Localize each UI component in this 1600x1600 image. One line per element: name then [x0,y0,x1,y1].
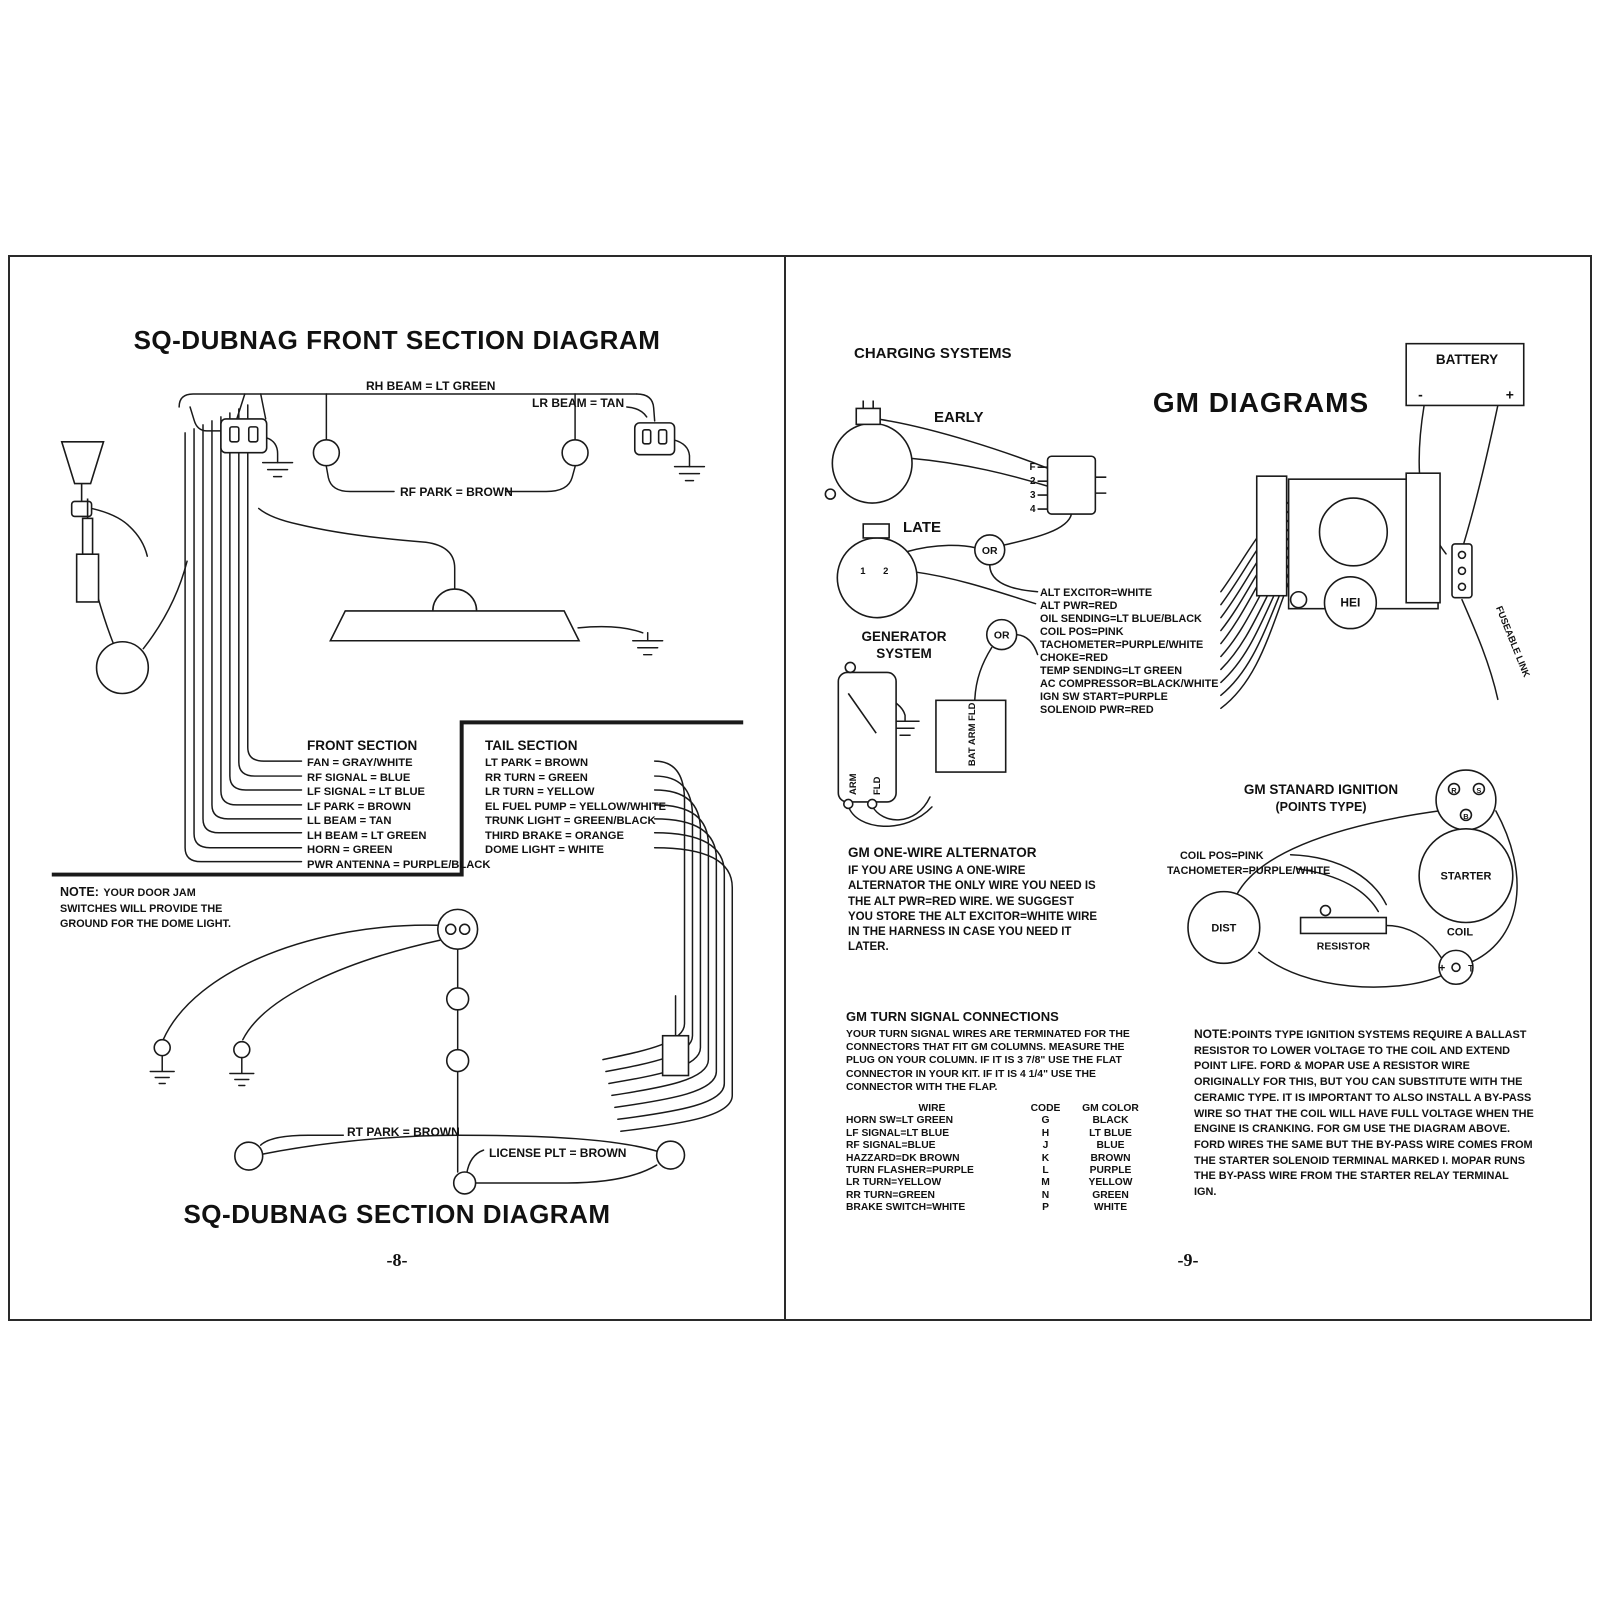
list-item: LF PARK = BROWN [307,800,411,813]
wire-label-rh-beam: RH BEAM = LT GREEN [366,379,496,393]
wire-list-item: AC COMPRESSOR=BLACK/WHITE [1040,678,1219,690]
color-cell: BROWN [1090,1152,1131,1164]
wire-cell: TURN FLASHER=PURPLE [846,1165,974,1177]
generator-system-line1: GENERATOR [861,629,947,644]
cap-pin-r: R [1451,785,1457,795]
left-page-title: SQ-DUBNAG FRONT SECTION DIAGRAM [133,325,661,355]
list-item: FAN = GRAY/WHITE [307,757,413,769]
turn-signal-text: YOUR TURN SIGNAL WIRES ARE TERMINATED FOR THE CONNECTORS THAT FIT GM COLUMNS. MEASURE THE PLUG ON YOUR COLUMN. IF IT IS 3 7/8" USE THE FLAT CONNECTOR IN YOUR KIT. IF IT IS 4 1/4" USE THE CONNECTOR WITH THE FLAP. [846,1029,1130,1093]
list-item: EL FUEL PUMP = YELLOW/WHITE [485,800,666,813]
turn-signal-heading: GM TURN SIGNAL CONNECTIONS [846,1009,1059,1024]
gm-standard-ignition-heading [1206,781,1436,815]
gm-turn-signal-table [846,1103,1148,1215]
header-gm-color: GM COLOR [1082,1103,1139,1114]
early-label: EARLY [934,409,984,426]
code-cell: H [1041,1127,1050,1139]
battery-minus-terminal: - [1418,386,1423,403]
list-item: LH BEAM = LT GREEN [307,829,427,842]
table-row [846,1128,1148,1140]
late-label: LATE [903,519,942,536]
code-cell: G [1041,1115,1050,1127]
coil-plus-terminal: + [1438,962,1446,975]
table-row [846,1177,1148,1189]
late-pin-1: 1 [860,565,866,577]
color-cell: BLACK [1092,1115,1129,1127]
plug-pin-2: 2 [1030,476,1036,488]
list-item: LT PARK = BROWN [485,757,589,769]
code-cell: J [1042,1140,1049,1152]
resistor-label: RESISTOR [1316,941,1371,953]
table-row [846,1165,1148,1177]
table-row [846,1190,1148,1202]
points-ignition-note [1194,1027,1534,1200]
door-jam-note [60,885,238,932]
coil-label: COIL [1446,926,1474,939]
charging-systems-heading: CHARGING SYSTEMS [854,345,1012,362]
list-item: PWR ANTENNA = PURPLE/BLACK [307,858,491,871]
tachometer-label: TACHOMETER=PURPLE/WHITE [1167,865,1331,877]
one-wire-text: IF YOU ARE USING A ONE-WIRE ALTERNATOR THE ONLY WIRE YOU NEED IS THE ALT PWR=RED WIRE. WE SUGGEST YOU STORE THE ALT EXCITOR=WHITE WIRE IN THE HARNESS IN CASE YOU NEED IT LATER. [848,865,1098,954]
wire-label-rf-park: RF PARK = BROWN [400,485,513,499]
wire-label-license-plt: LICENSE PLT = BROWN [489,1146,627,1160]
note-label: NOTE: [60,885,99,899]
starter-label: STARTER [1440,870,1492,883]
wire-label-lr-beam: LR BEAM = TAN [532,396,625,410]
table-row [846,1115,1148,1127]
page-number-8: -8- [386,1250,408,1270]
wire-list-item: ALT EXCITOR=WHITE [1040,587,1153,599]
color-cell: GREEN [1092,1189,1129,1201]
ignition-heading-line1: GM STANARD IGNITION [1243,782,1399,797]
header-wire: WIRE [918,1103,946,1114]
wire-cell: HORN SW=LT GREEN [846,1115,954,1127]
note-label: NOTE: [1194,1027,1232,1041]
list-item: LL BEAM = TAN [307,815,392,827]
list-item: RR TURN = GREEN [485,771,588,784]
right-page [786,255,1592,1321]
or-junction-label: OR [981,545,998,557]
page-number-9: -9- [1177,1250,1199,1270]
one-wire-heading: GM ONE-WIRE ALTERNATOR [848,845,1037,860]
code-cell: P [1042,1202,1049,1214]
wire-list-item: COIL POS=PINK [1040,626,1124,638]
wire-cell: LR TURN=YELLOW [846,1177,942,1189]
battery-label: BATTERY [1435,352,1499,367]
code-cell: K [1041,1152,1050,1164]
bat-arm-fld-label: BAT ARM FLD [966,702,978,767]
plug-pin-3: 3 [1030,490,1036,502]
tail-section-heading: TAIL SECTION [485,738,578,753]
cap-pin-b: B [1463,811,1469,821]
color-cell: BLUE [1096,1140,1125,1152]
front-section-list [307,738,490,872]
list-item: DOME LIGHT = WHITE [485,844,605,856]
turn-signal-block [846,1009,1151,1094]
color-cell: LT BLUE [1089,1127,1132,1139]
color-cell: YELLOW [1088,1177,1133,1189]
wire-list-item: IGN SW START=PURPLE [1040,691,1168,703]
wire-label-rt-park: RT PARK = BROWN [347,1125,460,1139]
color-cell: WHITE [1093,1202,1128,1214]
fuseable-link-label: FUSEABLE LINK [1493,604,1532,679]
note-text: POINTS TYPE IGNITION SYSTEMS REQUIRE A BALLAST RESISTOR TO LOWER VOLTAGE TO THE COIL AND EXTEND POINT LIFE. FORD & MOPAR USE A RESISTOR WIRE ORIGINALLY FOR THIS, BUT YOU CAN SUBSTITUTE WITH THE CERAMIC TYPE. IT IS IMPORTANT TO ALSO INSTALL A BY-PASS WIRE SO THAT THE COIL WILL HAVE FULL VOLTAGE WHEN THE ENGINE IS CRANKING. FOR GM USE THE DIAGRAM ABOVE. FORD WIRES THE SAME BUT THE BY-PASS WIRE COMES FROM THE STARTER SOLENOID TERMINAL MARKED I. MOPAR RUNS THE BY-PASS WIRE FROM THE STARTER RELAY TERMINAL IGN. [1194,1029,1534,1199]
header-code: CODE [1030,1103,1061,1114]
list-item: THIRD BRAKE = ORANGE [485,829,624,842]
or-junction-label: OR [993,630,1010,642]
wire-list-item: SOLENOID PWR=RED [1040,704,1154,716]
cap-pin-s: S [1476,785,1482,795]
wire-list-item: TACHOMETER=PURPLE/WHITE [1040,639,1204,651]
table-header-row [846,1103,1148,1115]
code-cell: L [1042,1165,1049,1177]
late-pin-2: 2 [883,565,889,577]
battery-plus-terminal: + [1505,386,1514,403]
gm-wire-list [1040,587,1218,717]
list-item: TRUNK LIGHT = GREEN/BLACK [485,815,656,827]
coil-t-terminal: T [1468,963,1474,974]
plug-pin-4: 4 [1030,504,1036,516]
table-row [846,1153,1148,1165]
wire-list-item: ALT PWR=RED [1040,600,1118,612]
wire-cell: BRAKE SWITCH=WHITE [846,1202,966,1214]
table-row [846,1202,1148,1214]
wire-cell: HAZZARD=DK BROWN [846,1152,960,1164]
tail-section-list [485,738,666,858]
wire-cell: RR TURN=GREEN [846,1189,935,1201]
plug-pin-f: F [1029,462,1036,474]
hei-label: HEI [1340,595,1361,610]
dist-label: DIST [1211,922,1237,935]
generator-system-label [834,628,974,662]
gm-diagrams-heading: GM DIAGRAMS [1152,387,1370,418]
color-cell: PURPLE [1089,1165,1132,1177]
front-section-heading: FRONT SECTION [307,738,418,753]
list-item: LR TURN = YELLOW [485,786,595,798]
one-wire-alternator-block [848,845,1100,956]
list-item: LF SIGNAL = LT BLUE [307,786,425,798]
code-cell: N [1041,1189,1050,1201]
left-page-bottom-title: SQ-DUBNAG SECTION DIAGRAM [183,1199,611,1229]
list-item: HORN = GREEN [307,844,393,856]
wire-list-item: CHOKE=RED [1040,652,1109,664]
list-item: RF SIGNAL = BLUE [307,771,411,784]
coil-pos-label: COIL POS=PINK [1180,850,1264,862]
generator-system-line2: SYSTEM [876,646,932,661]
wire-cell: LF SIGNAL=LT BLUE [846,1127,950,1139]
code-cell: M [1041,1177,1050,1189]
wire-list-item: OIL SENDING=LT BLUE/BLACK [1040,613,1202,625]
ignition-heading-line2: (POINTS TYPE) [1275,800,1367,814]
table-row [846,1140,1148,1152]
note-text: YOUR DOOR JAM SWITCHES WILL PROVIDE THE GROUND FOR THE DOME LIGHT. [60,887,231,930]
wire-cell: RF SIGNAL=BLUE [846,1140,936,1152]
wire-list-item: TEMP SENDING=LT GREEN [1040,665,1183,677]
generator-arm-label: ARM [848,773,860,795]
generator-fld-label: FLD [872,776,884,795]
left-page [8,255,786,1321]
